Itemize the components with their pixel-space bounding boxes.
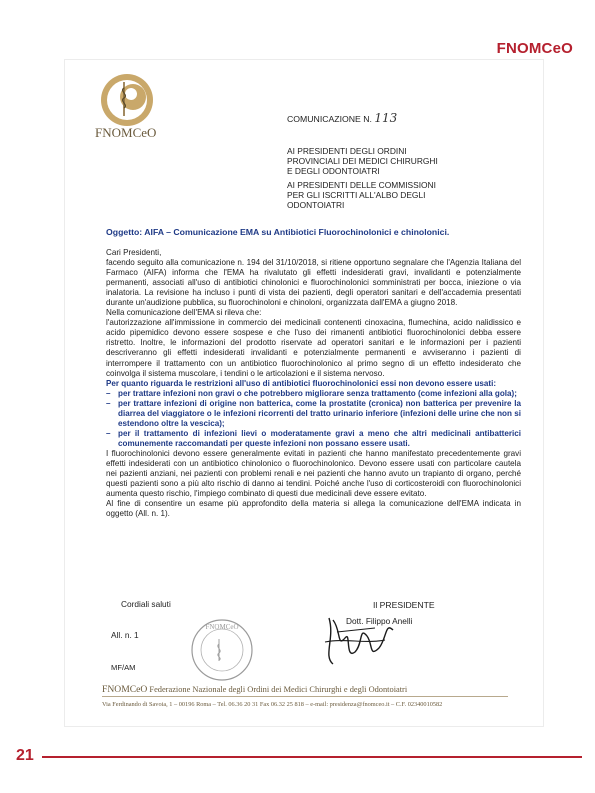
recipient-block-commissioni: [287, 180, 436, 211]
paragraph: facendo seguito alla comunicazione n. 194 del 31/10/2018, si ritiene opportuno segnalare che l'Agenzia Italiana del Farmaco (AIFA) informa che l'EMA ha rivalutato gli effetti indesiderati gravi, invalidanti e potenzialmente permanenti, associati all'uso di antibiotici chinolonici e fluorochinolonici somministrati per bocca, iniezione o via inalatoria. La revisione ha incluso i punti di vista dei pazienti, degli operatori sanitari e dell'accademia presentati durante un'audizione pubblica, su fluorochinoloni e chinoloni, organizzata dall'EMA a giugno 2018.: [106, 258, 521, 308]
paragraph: Al fine di consentire un esame più approfondito della materia si allega la comunicazione dell'EMA indicata in oggetto (All. n. 1).: [106, 499, 521, 519]
letter-page: [65, 60, 543, 726]
communication-handwritten-number: 113: [374, 111, 398, 125]
letter-body: [106, 248, 521, 519]
list-item: – per trattare infezioni non gravi o che potrebbero migliorare senza trattamento (come infezioni alla gola);: [106, 388, 517, 398]
stamp-text: FNOMCeO: [205, 623, 239, 631]
footer-divider: [102, 696, 508, 697]
recipient-line: ODONTOIATRI: [287, 200, 345, 211]
recipient-line: AI PRESIDENTI DEGLI ORDINI: [287, 146, 407, 156]
recipient-line: AI PRESIDENTI DELLE COMMISSIONI: [287, 180, 436, 190]
signer-name: Dott. Filippo Anelli: [346, 616, 413, 626]
list-item-text: per trattare infezioni di origine non batterica, come la prostatite (cronica) non batterica per prevenire la diarrea del viaggiatore o le infezioni ricorrenti del tratto urinario inferiore (infezioni delle urine che non si estendono oltre la vescica);: [118, 398, 521, 428]
letter-subject: Oggetto: AIFA – Comunicazione EMA su Antibiotici Fluorochinolonici e chinolonici.: [106, 227, 450, 237]
list-item: – per trattare infezioni di origine non batterica, come la prostatite (cronica) non batterica per prevenire la diarrea del viaggiatore o le infezioni ricorrenti del tratto urinario inferiore (infezioni delle urine che non si estendono oltre la vescica);: [106, 398, 521, 428]
footer-organization: [102, 684, 407, 695]
communication-number: [287, 111, 397, 125]
author-initials: MF/AM: [111, 663, 136, 672]
paragraph: I fluorochinolonici devono essere generalmente evitati in pazienti che hanno manifestato precedentemente gravi effetti indesiderati con un antibiotico chinolonico o fluorochinolonico. Devono essere usati con particolare cautela nei pazienti anziani, nei pazienti con problemi renali e nei pazienti che hanno avuto un trapianto di organo, perché questi pazienti sono a più alto rischio di danno ai tendini. Poiché anche l'uso di corticosteroidi con fluorochinolonici aumenta questo rischio, l'impiego combinato di questi due medicinali deve essere evitato.: [106, 448, 521, 499]
footer-org-short: FNOMCeO: [102, 684, 148, 695]
list-item-text: per trattare infezioni non gravi o che potrebbero migliorare senza trattamento (come infezioni alla gola);: [118, 388, 517, 398]
logo-caption: FNOMCeO: [95, 125, 157, 140]
recipient-line: PER GLI ISCRITTI ALL'ALBO DEGLI: [287, 190, 426, 201]
signer-role: Il PRESIDENTE: [373, 600, 435, 610]
closing-greeting: Cordiali saluti: [121, 599, 171, 609]
page-number-rule: [42, 756, 582, 758]
footer-org-full: Federazione Nazionale degli Ordini dei Medici Chirurghi e degli Odontoiatri: [149, 685, 408, 694]
recipient-line: E DEGLI ODONTOIATRI: [287, 166, 380, 177]
handwritten-signature: [315, 608, 425, 668]
list-item: – per il trattamento di infezioni lievi o moderatamente gravi a meno che altri medicinali antibatterici comunemente raccomandati per queste infezioni non possano essere usati.: [106, 428, 521, 448]
official-stamp: [189, 617, 255, 683]
attachment-note: All. n. 1: [111, 630, 139, 640]
list-item-text: per il trattamento di infezioni lievi o moderatamente gravi a meno che altri medicinali antibatterici comunemente raccomandati per queste infezioni non possano essere usati.: [118, 428, 521, 448]
footer-address: Via Ferdinando di Savoia, 1 – 00196 Roma – Tel. 06.36 20 31 Fax 06.32 25 818 – e-mail: presidenza@fnomceo.it – C.F. 02340010582: [102, 701, 443, 708]
paragraph: Nella comunicazione dell'EMA si rileva che:: [106, 308, 262, 318]
restrictions-intro: Per quanto riguarda le restrizioni all'uso di antibiotici fluorochinolonici essi non devono essere usati:: [106, 378, 497, 388]
restrictions-list: [106, 389, 521, 449]
paragraph: l'autorizzazione all'immissione in commercio dei medicinali contenenti cinoxacina, flumechina, acido nalidissico e acido pipemidico devono essere sospese e che l'uso dei rimanenti antibiotici fluorochinolonici debba essere ristretto. Inoltre, le informazioni del prodotto riservate ad operatori sanitari e le informazioni per i pazienti descriveranno gli effetti indesiderati invalidanti e potenzialmente permanenti e avviseranno i pazienti di interrompere il trattamento con un antibiotico fluorochinolonico al primo segno di un effetto indesiderato che coinvolga il sistema muscolare, i tendini o le articolazioni e il sistema nervoso.: [106, 318, 521, 378]
page-number: 21: [16, 747, 34, 764]
communication-label: COMUNICAZIONE N.: [287, 114, 372, 124]
recipient-block-ordini: [287, 146, 438, 177]
salutation: Cari Presidenti,: [106, 248, 162, 257]
brand-wordmark: FNOMCeO: [496, 40, 573, 57]
recipient-line: PROVINCIALI DEI MEDICI CHIRURGHI: [287, 156, 438, 167]
